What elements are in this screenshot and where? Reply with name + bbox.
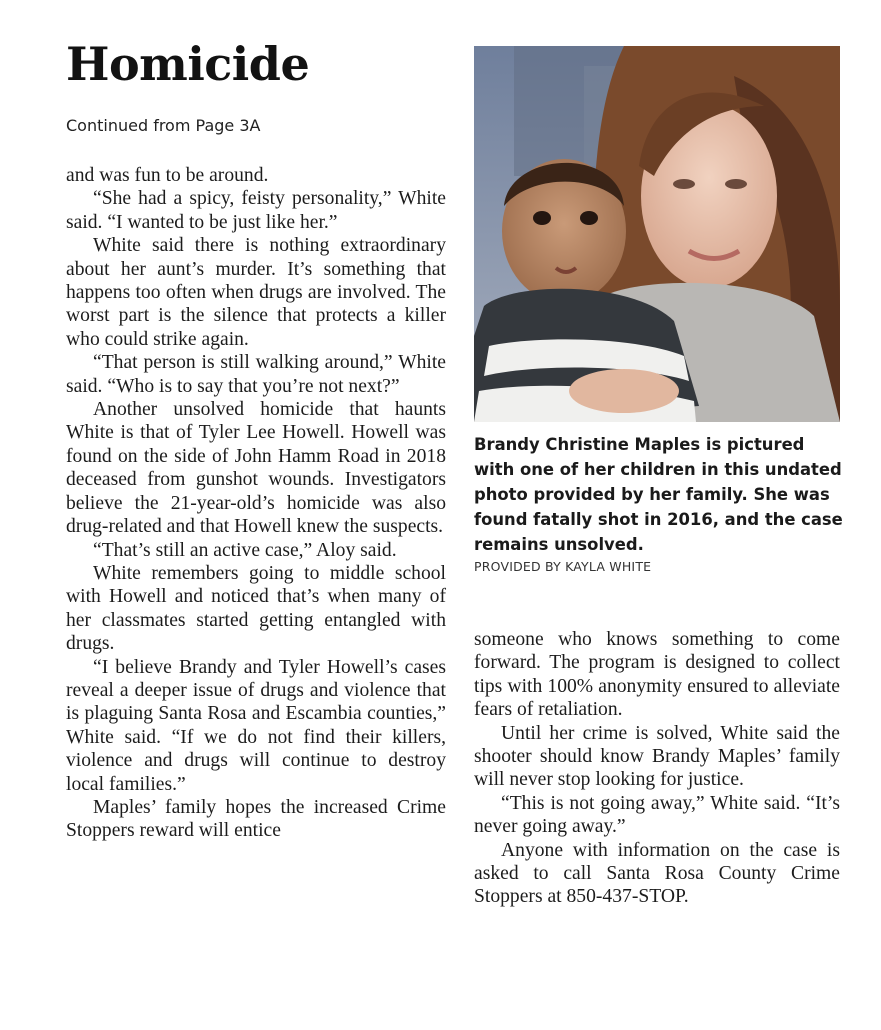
article-photo bbox=[474, 46, 840, 422]
paragraph: Another unsolved homicide that haunts White is that of Tyler Lee Howell. Howell was found on the side of John Hamm Road in 2018 deceased from gunshot wounds. Investigators believe the 21-year-old’s homicide was also drug-related and that Howell knew the suspects. bbox=[66, 399, 446, 538]
article-column-left bbox=[66, 164, 446, 843]
paragraph: Maples’ family hopes the increased Crime Stoppers reward will entice bbox=[66, 796, 446, 842]
paragraph: someone who knows something to come forward. The program is designed to collect tips with 100% anonymity ensured to alleviate fears of retaliation. bbox=[474, 629, 840, 721]
headline: Homicide bbox=[66, 37, 310, 91]
article-column-right bbox=[474, 628, 840, 909]
paragraph: Until her crime is solved, White said the shooter should know Brandy Maples’ family will never stop looking for justice. bbox=[474, 722, 840, 791]
photo-credit: PROVIDED BY KAYLA WHITE bbox=[474, 559, 652, 574]
paragraph: “I believe Brandy and Tyler Howell’s cases reveal a deeper issue of drugs and violence that is plaguing Santa Rosa and Escambia counties,” White said. “If we do not find their killers, violence and drugs will continue to destroy local families.” bbox=[66, 656, 446, 795]
paragraph: “This is not going away,” White said. “It’s never going away.” bbox=[474, 792, 840, 838]
continued-from-line: Continued from Page 3A bbox=[66, 116, 261, 135]
photo-caption: Brandy Christine Maples is pictured with one of her children in this undated photo provided by her family. She was found fatally shot in 2016, and the case remains unsolved. bbox=[474, 435, 843, 554]
paragraph: White remembers going to middle school with Howell and noticed that’s when many of her classmates started getting entangled with drugs. bbox=[66, 562, 446, 655]
paragraph: and was fun to be around. bbox=[66, 165, 269, 186]
paragraph: White said there is nothing extraordinary about her aunt’s murder. It’s something that happens too often when drugs are involved. The worst part is the silence that protects a killer who could strike again. bbox=[66, 235, 446, 350]
paragraph: “That’s still an active case,” Aloy said. bbox=[93, 539, 397, 561]
paragraph: “That person is still walking around,” White said. “Who is to say that you’re not next?” bbox=[66, 352, 446, 397]
paragraph: “She had a spicy, feisty personality,” White said. “I wanted to be just like her.” bbox=[66, 188, 446, 233]
paragraph: Anyone with information on the case is asked to call Santa Rosa County Crime Stoppers at 850-437-STOP. bbox=[474, 839, 840, 908]
